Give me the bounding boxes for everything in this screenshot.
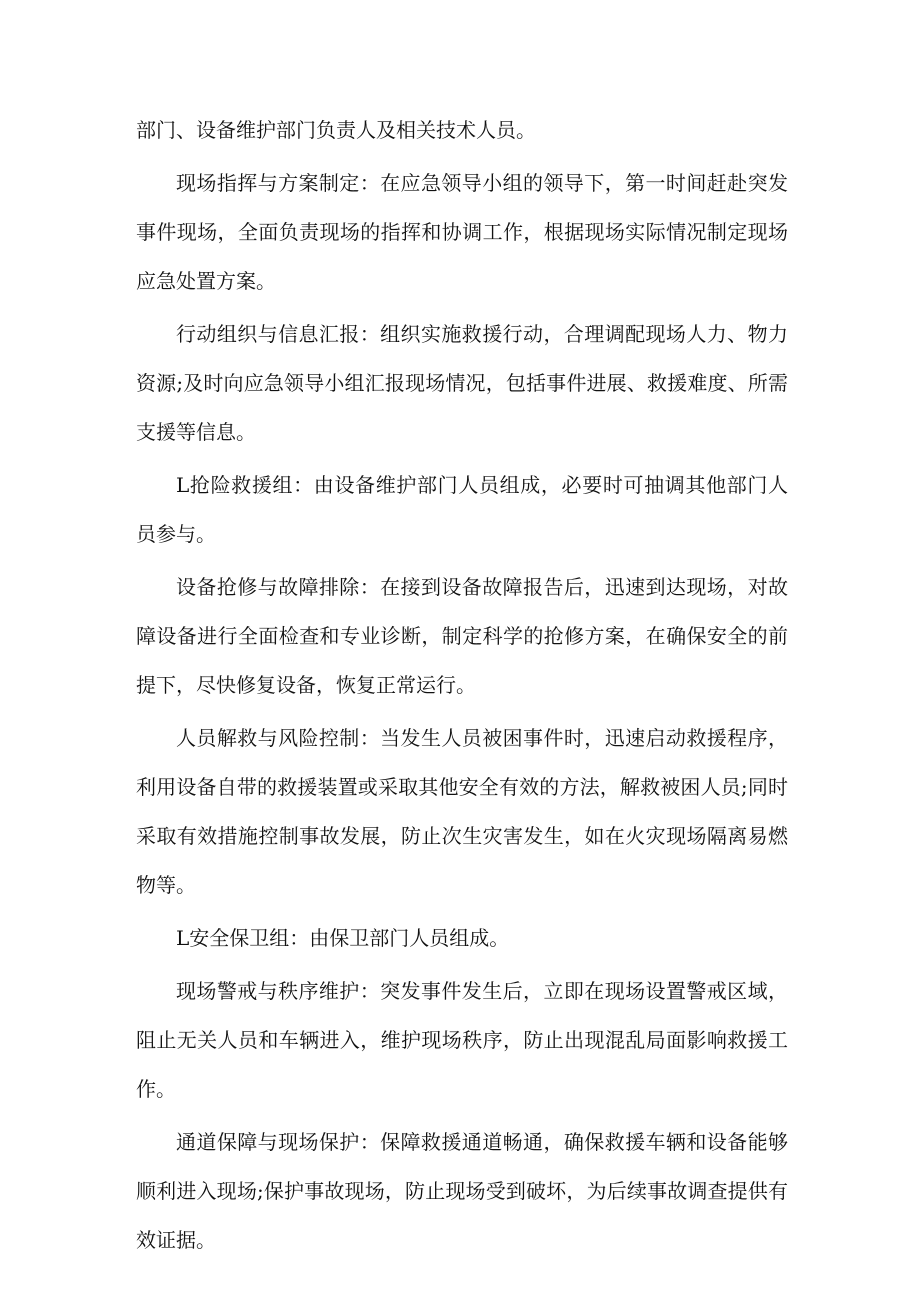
paragraph-security-team: L安全保卫组：由保卫部门人员组成。 [176,926,510,950]
document-body [136,106,788,1269]
paragraph-command-and-plan: 现场指挥与方案制定：在应急领导小组的领导下，第一时间赶赴突发事件现场，全面负责现场的指挥和协调工作，根据现场实际情况制定现场应急处置方案。 [136,171,788,293]
paragraph-rescue-team: L抢险救援组：由设备维护部门人员组成，必要时可抽调其他部门人员参与。 [136,473,788,546]
paragraph-site-cordon: 现场警戒与秩序维护：突发事件发生后，立即在现场设置警戒区域，阻止无关人员和车辆进入，维护现场秩序，防止出现混乱局面影响救援工作。 [136,979,788,1101]
paragraph-organization-and-reporting: 行动组织与信息汇报：组织实施救援行动，合理调配现场人力、物力资源;及时向应急领导小组汇报现场情况，包括事件进展、救援难度、所需支援等信息。 [136,322,788,444]
paragraph-personnel-rescue: 人员解救与风险控制：当发生人员被困事件时，迅速启动救援程序，利用设备自带的救援装置或采取其他安全有效的方法，解救被困人员;同时采取有效措施控制事故发展，防止次生灾害发生，如在火灾现场隔离易燃物等。 [136,726,788,897]
paragraph-equipment-repair: 设备抢修与故障排除：在接到设备故障报告后，迅速到达现场，对故障设备进行全面检查和专业诊断，制定科学的抢修方案，在确保安全的前提下，尽快修复设备，恢复正常运行。 [136,575,788,697]
paragraph-access-protection: 通道保障与现场保护：保障救援通道畅通，确保救援车辆和设备能够顺利进入现场;保护事故现场，防止现场受到破坏，为后续事故调查提供有效证据。 [136,1130,788,1252]
paragraph-continuation: 部门、设备维护部门负责人及相关技术人员。 [136,118,536,142]
